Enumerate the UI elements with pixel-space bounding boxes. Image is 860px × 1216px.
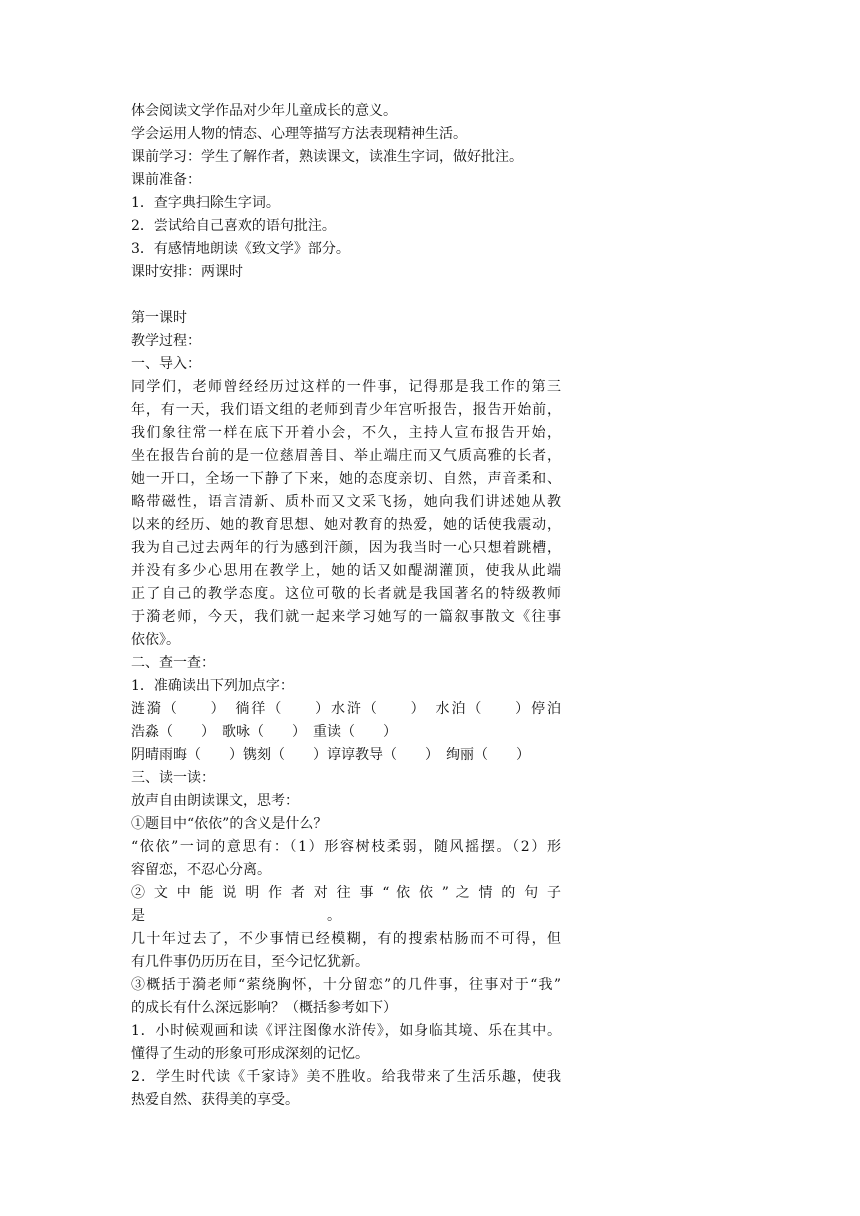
answer-2-line: 几十年过去了，不少事情已经模糊，有的搜索枯肠而不可得，但 — [131, 931, 561, 947]
summary-item-1-line: 懂得了生动的形象可形成深刻的记忆。 — [131, 1046, 369, 1062]
lesson-heading: 第一课时 — [131, 310, 187, 326]
answer-1-line: 容留恋，不忍心分离。 — [131, 862, 271, 878]
intro-paragraph-line: 正了自己的教学态度。这位可敬的长者就是我国著名的特级教师 — [131, 586, 561, 602]
pre-study-line: 课前学习：学生了解作者，熟读课文，读准生字词，做好批注。 — [131, 149, 523, 165]
intro-paragraph-line: 依依》。 — [131, 632, 180, 648]
intro-paragraph-line: 我为自己过去两年的行为感到汗颜，因为我当时一心只想着跳槽， — [131, 540, 561, 556]
intro-paragraph-line: 同学们，老师曾经经历过这样的一件事，记得那是我工作的第三 — [131, 379, 561, 395]
answer-2-line: 有几件事仍历历在目，至今记忆犹新。 — [131, 954, 369, 970]
schedule-line: 课时安排：两课时 — [131, 264, 243, 280]
question-2-line: ② 文 中 能 说 明 作 者 对 往 事 “ 依 依 ” 之 情 的 句 子 — [131, 885, 561, 901]
summary-item-1-line: 1．小时候观画和读《评注图像水浒传》，如身临其境、乐在其中。 — [131, 1023, 561, 1039]
preparation-item-1: 1．查字典扫除生字词。 — [131, 195, 280, 211]
objective-line-1: 体会阅读文学作品对少年儿童成长的意义。 — [131, 103, 397, 119]
objective-line-2: 学会运用人物的情态、心理等描写方法表现精神生活。 — [131, 126, 467, 142]
pronunciation-row-2: 浩淼（ ） 歌咏（ ） 重读（ ） — [131, 724, 397, 740]
intro-paragraph-line: 她一开口，全场一下静了下来，她的态度亲切、自然，声音柔和、 — [131, 471, 561, 487]
intro-paragraph-line: 于漪老师，今天，我们就一起来学习她写的一篇叙事散文《往事 — [131, 609, 561, 625]
question-3-line: ③概括于漪老师“萦绕胸怀，十分留恋”的几件事，往事对于“我” — [131, 977, 561, 993]
pronunciation-row-3: 阴晴雨晦（ ）镌刻（ ）谆谆教导（ ） 绚丽（ ） — [131, 747, 530, 763]
intro-paragraph-line: 坐在报告台前的是一位慈眉善目、举止端庄而又气质高雅的长者， — [131, 448, 561, 464]
preparation-heading: 课前准备： — [131, 172, 201, 188]
process-heading: 教学过程： — [131, 333, 201, 349]
pronunciation-row-1: 涟漪（ ） 徜徉（ ）水浒（ ） 水泊（ ）停泊 — [131, 701, 561, 717]
preparation-item-2: 2．尝试给自己喜欢的语句批注。 — [131, 218, 336, 234]
check-instruction: 1．准确读出下列加点字： — [131, 678, 294, 694]
section-read-heading: 三、读一读： — [131, 770, 215, 786]
intro-paragraph-line: 我们象往常一样在底下开着小会，不久，主持人宣布报告开始， — [131, 425, 561, 441]
intro-paragraph-line: 并没有多少心思用在教学上，她的话又如醍湖灌顶，使我从此端 — [131, 563, 561, 579]
answer-1-line: “依依”一词的意思有：（1）形容树枝柔弱，随风摇摆。（2）形 — [131, 839, 561, 855]
blank-line — [131, 284, 561, 307]
document-body — [131, 100, 561, 1112]
question-2-line: 是 。 — [131, 908, 341, 924]
question-1: ①题目中“依依”的含义是什么？ — [131, 816, 328, 832]
section-check-heading: 二、查一查： — [131, 655, 215, 671]
summary-item-2-line: 2．学生时代读《千家诗》美不胜收。给我带来了生活乐趣，使我 — [131, 1069, 561, 1085]
summary-item-2-line: 热爱自然、获得美的享受。 — [131, 1092, 299, 1108]
intro-paragraph-line: 年，有一天，我们语文组的老师到青少年宫听报告，报告开始前， — [131, 402, 561, 418]
read-instruction: 放声自由朗读课文，思考： — [131, 793, 299, 809]
section-intro-heading: 一、导入： — [131, 356, 201, 372]
intro-paragraph-line: 以来的经历、她的教育思想、她对教育的热爱，她的话使我震动， — [131, 517, 561, 533]
intro-paragraph-line: 略带磁性，语言清新、质朴而又文采飞扬，她向我们讲述她从教 — [131, 494, 561, 510]
question-3-line: 的成长有什么深远影响？（概括参考如下） — [131, 1000, 397, 1016]
preparation-item-3: 3．有感情地朗读《致文学》部分。 — [131, 241, 350, 257]
